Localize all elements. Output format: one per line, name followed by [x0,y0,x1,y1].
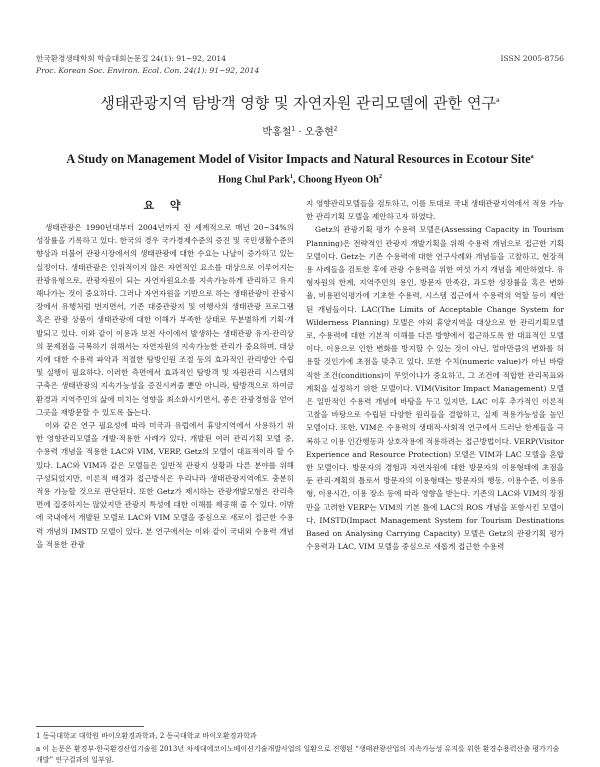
author-en-2: Choong Hyeon Oh [298,174,379,186]
body-column-left [36,221,294,551]
footnote-mark: 2 [159,732,165,740]
title-korean-mark: a [495,97,500,104]
title-english [0,152,600,167]
authors-english [0,174,600,185]
author-ko-2: 오충현 [304,127,334,138]
author-ko-2-mark: 2 [333,125,338,133]
footnote-affiliations [36,731,564,742]
running-header [36,53,564,77]
paragraph: Getz의 관광기획 평가 수용력 모델은(Assessing Capacity in Tourism Planning)은 전략적인 관광지 개발기획을 위해 수용력 개념으로 접근한 기획모델이다. Getz는 기존 수용력에 대한 연구사례와 개념들을 고찰하고, 현장적용 사례들을 검토한 후에 관광 수용력을 위한 여섯 가지 개념을 제안하였다. 유형자원의 한계, 지역주민의 용인, 방문자 만족감, 과도한 성장률을 혹은 변화율, 비용편익평가에 기초한 수용력, 시스템 접근에서 수용력의 역할 등이 제안된 개념들이다. LAC(The Limits of Acceptable Change System for Wilderness Planning) 모델은 야외 휴양지역을 대상으로 한 관리기획모델로, 수용력에 대한 기본적 이해를 다른 방향에서 접근하도록 한 대표적인 모델이다. 이용으로 인한 변화를 방지할 수 있는 것이 아닌, 얼마만큼의 변화를 허용할 것인가에 초점을 맞추고 있다. 또한 수치(numeric value)가 아닌 바람직한 조건(conditions)이 무엇이냐가 중요하고, 그 조건에 적합한 관리목표와 계획을 설정하기 위한 모델이다. VIM(Visitor Impact Management) 모델은 일반적인 수용력 개념에 바탕을 두고 있지만, LAC 이후 추가적인 이론적 고찰을 바탕으로 수립된 다양한 원리들을 결합하고, 실제 적용가능성을 높인 모델이다. 또한, VIM은 수용력의 생태적·사회적 연구에서 드러난 한계들을 극복하고 이용 인간행동과 상호작용에 적용하려는 접근방법이다. VERP(Visitor Experience and Resource Protection) 모델은 VIM과 LAC 모델을 혼합한 모델이다. 방문자의 경험과 자연자원에 대한 방문자의 이용형태에 초점을 둔 관리·계획의 틀로서 방문자의 이용형태는 방문자의 행동, 이용수준, 이용유형, 이용시간, 이용 장소 등에 따라 영향을 받는다. 기존의 LAC와 VIM의 장점만을 고려한 VERP는 VIM의 기본 틀에 LAC의 ROS 개념을 포함시킨 모델이다. IMSTD(Impact Management System for Tourism Destinations Based on Analysing Carrying Capacity) 모델은 Getz의 관광기획 평가 수용력과 LAC, VIM 모델을 중심으로 새롭게 접근한 수용력 [306,225,564,552]
title-english-text: A Study on Management Model of Visitor Impacts and Natural Resources in Ecotour Site [66,152,531,166]
issn: ISSN 2005-8756 [500,54,564,63]
author-separator-en: , [292,174,299,186]
authors-korean [0,123,600,138]
title-korean-text: 생태관광지역 탐방객 영향 및 자연자원 관리모델에 관한 연구 [100,94,496,112]
paragraph: 지 영향관리모델들을 검토하고, 이를 토대로 국내 생태관광지역에서 적용 가능한 관리기획 모델을 제안하고자 하였다. [306,199,564,222]
footnote-mark: 1 [36,732,41,740]
footnote-text: 동국대학교 바이오환경과학과 [166,732,257,740]
paragraph: 생태관광은 1990년대부터 2004년까지 전 세계적으로 매년 20~34%의 성장률을 기록하고 있다. 한국의 경우 국가경제수준의 증진 및 국민생활수준의 향상과 더불어 관광시장에서의 생태관광에 대한 수요는 나날이 증가하고 있는 실정이다. 생태관광은 인위적이지 않은 자연적인 요소를 대상으로 이루어지는 관광유형으로, 관광자원이 되는 자연자원요소를 지속가능하게 관리하고 유지해나가는 것이 중요하다. 그러나 자연자원을 기반으로 하는 생태관광이 관광시장에서 유행처럼 번지면서, 기존 대중관광지 및 여행사의 생태관광 프로그램 혹은 관광 상품이 생태관광에 대한 이해가 부족한 상태로 무분별하게 기획·개발되고 있다. 이와 같이 이용과 보전 사이에서 발생하는 생태관광 유지·관리상의 문제점을 극복하기 위해서는 자연자원의 지속가능한 관리가 중요하며, 대상지에 대한 수용력 파악과 적절한 탐방인원 조절 등의 효과적인 관리방안 수립 및 실행이 필요하다. 이러한 측면에서 효과적인 탐방객 및 자원관리 시스템의 구축은 생태관광의 지속가능성을 증진시켜줄 뿐만 아니라, 탐방객으로 하여금 환경과 지역주민의 삶에 미치는 영향을 최소화시키면서, 좋은 관광경험을 얻어 그곳을 재방문할 수 있도록 돕는다. [36,223,294,417]
abstract-heading: 요 약 [143,199,187,212]
title-english-mark: a [530,153,534,160]
author-separator: · [295,127,305,138]
author-ko-1: 박홍철 [262,127,292,138]
author-en-1: Hong Chul Park [218,174,290,186]
footnote-text: 동국대학교 대학원 바이오환경과학과, [42,732,158,740]
journal-citation-ko: 한국환경생태학회 학술대회논문집 24(1): 91~92, 2014 [36,54,227,63]
journal-citation-en: Proc. Korean Soc. Environ. Ecol. Con. 24(1): 91~92, 2014 [36,66,260,75]
body-column-right [306,197,564,553]
paragraph: 이와 같은 연구 필요성에 따라 미국과 유럽에서 휴양지역에서 사용하기 위한 영향관리모델을 개발·적용한 사례가 있다. 개발된 여러 관리기획 모델 중, 수용력 개념을 적용한 LAC와 VIM, VERP, Getz의 모델이 대표적이라 할 수 있다. LAC와 VIM과 같은 모델들은 일반적 관광지 상황과 다른 분야를 위해 구성되었지만, 이론적 배경과 접근방식은 우리나라 생태관광지역에도 충분히 적용 가능할 것으로 판단된다. 또한 Getz가 제시하는 관광개발모형은 관리측면에 집중하지는 않았지만 관광지 특성에 대한 이해를 제공해 줄 수 있다. 이밖에 국내에서 개발된 모델로 LAC와 VIM 모델을 중심으로 새로이 접근한 수용력 개념의 IMSTD 모델이 있다. 본 연구에서는 이와 같이 국내외 수용력 개념을 적용한 관광 [36,421,294,549]
title-korean [0,92,600,113]
author-en-1-mark: 1 [289,174,293,180]
footnote-rule [36,726,144,727]
footnote-funding [36,744,564,766]
footnote-text: 이 논문은 환경부·한국환경산업기술원 2013년 차세대에코이노베이션기술개발사업의 일환으로 진행된 “생태관광산업의 지속가능성 유지를 위한 환경수용력산출 평가기술개발” 연구결과의 일부임. [36,745,560,764]
footnote-mark: a [36,745,41,753]
author-en-2-mark: 2 [378,174,382,180]
author-ko-1-mark: 1 [291,125,296,133]
